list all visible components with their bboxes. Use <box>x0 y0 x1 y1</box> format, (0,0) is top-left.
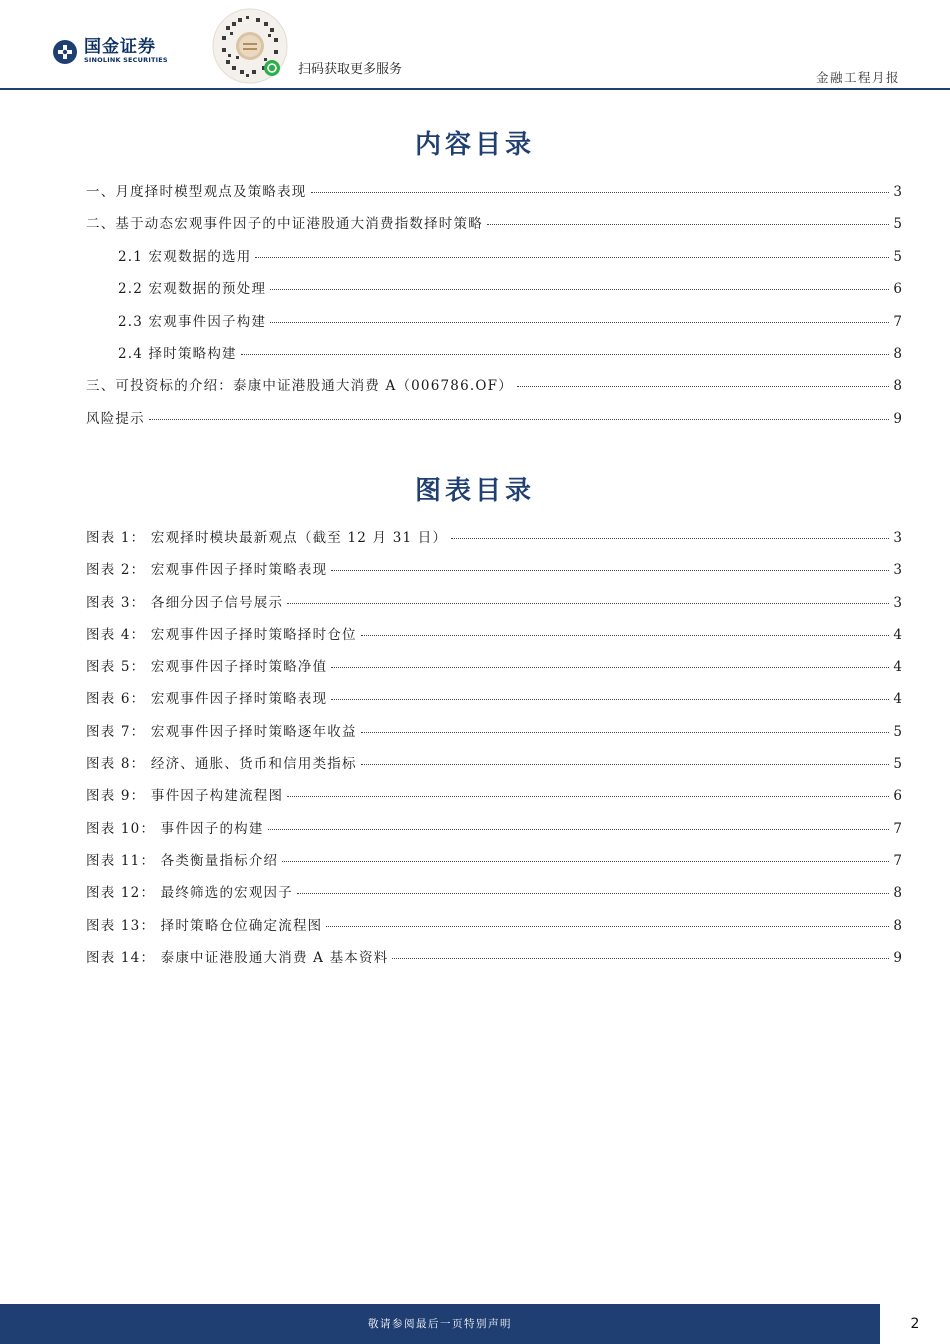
figure-entry[interactable] <box>86 752 902 784</box>
company-logo <box>52 38 168 65</box>
figure-entry[interactable] <box>86 720 902 752</box>
figure-entry-label: 图表 14： 泰康中证港股通大消费 A 基本资料 <box>86 949 389 966</box>
dot-leader <box>287 795 889 797</box>
header-divider <box>0 88 950 90</box>
toc-subentry[interactable] <box>86 342 902 374</box>
figure-entry[interactable] <box>86 946 902 978</box>
dot-leader <box>392 957 889 959</box>
figure-entry-label: 图表 7： 宏观事件因子择时策略逐年收益 <box>86 723 357 740</box>
toc-entry-label: 一、月度择时模型观点及策略表现 <box>86 184 307 200</box>
footer-disclaimer: 敬请参阅最后一页特别声明 <box>0 1304 880 1344</box>
toc-entry-label: 2.4 择时策略构建 <box>118 345 237 362</box>
logo-text-en: SINOLINK SECURITIES <box>84 56 168 64</box>
toc-entry-label: 2.1 宏观数据的选用 <box>118 248 252 265</box>
figure-entry[interactable] <box>86 655 902 687</box>
dot-leader <box>270 288 889 290</box>
toc-entry-page: 7 <box>893 313 902 330</box>
figure-entry-label: 图表 13： 择时策略仓位确定流程图 <box>86 917 323 934</box>
figure-entry-label: 图表 5： 宏观事件因子择时策略净值 <box>86 659 328 676</box>
page-header <box>0 0 950 90</box>
dot-leader <box>270 321 889 323</box>
figure-entry-label: 图表 2： 宏观事件因子择时策略表现 <box>86 562 328 579</box>
dot-leader <box>311 191 890 193</box>
figure-entry-page: 9 <box>893 949 902 966</box>
toc-entry-label: 风险提示 <box>86 410 145 427</box>
dot-leader <box>331 569 889 571</box>
figure-entry-page: 4 <box>893 659 902 676</box>
figure-entry-label: 图表 1： 宏观择时模块最新观点（截至 12 月 31 日） <box>86 530 448 546</box>
figure-entry-page: 7 <box>893 852 902 869</box>
toc-entry[interactable] <box>86 180 902 212</box>
dot-leader <box>361 763 890 765</box>
page-footer <box>0 1304 950 1344</box>
figure-entry[interactable] <box>86 623 902 655</box>
figure-entry-page: 7 <box>893 820 902 837</box>
toc-entry-page: 5 <box>893 248 902 265</box>
dot-leader <box>331 698 889 700</box>
dot-leader <box>268 828 890 830</box>
dot-leader <box>241 353 890 355</box>
logo-icon <box>52 39 78 65</box>
toc-entry[interactable] <box>86 407 902 439</box>
figure-entry-page: 4 <box>893 691 902 708</box>
figure-entry-label: 图表 3： 各细分因子信号展示 <box>86 594 284 611</box>
dot-leader <box>331 666 889 668</box>
figures-list <box>86 526 902 978</box>
figures-title: 图表目录 <box>414 476 535 506</box>
toc-entry-page: 6 <box>893 281 902 298</box>
figure-entry-page: 3 <box>893 562 902 579</box>
page-number: 2 <box>910 1316 920 1332</box>
figure-entry[interactable] <box>86 526 902 558</box>
dot-leader <box>517 385 890 387</box>
dot-leader <box>361 634 890 636</box>
qr-code-icon <box>212 8 288 84</box>
toc-entry-label: 2.3 宏观事件因子构建 <box>118 313 267 330</box>
figure-entry[interactable] <box>86 914 902 946</box>
figure-entry-page: 4 <box>893 626 902 643</box>
toc-entry-page: 8 <box>893 345 902 362</box>
figure-entry[interactable] <box>86 558 902 590</box>
dot-leader <box>451 537 889 539</box>
dot-leader <box>287 602 889 604</box>
toc-entry[interactable] <box>86 374 902 406</box>
toc-entry-page: 8 <box>893 378 902 395</box>
toc-title: 内容目录 <box>414 130 535 160</box>
toc-entry-page: 5 <box>893 216 902 233</box>
toc-list <box>86 180 902 439</box>
dot-leader <box>487 223 890 225</box>
figure-entry-label: 图表 4： 宏观事件因子择时策略择时仓位 <box>86 626 357 643</box>
figure-entry[interactable] <box>86 817 902 849</box>
toc-entry-label: 2.2 宏观数据的预处理 <box>118 281 267 298</box>
figure-entry-label: 图表 6： 宏观事件因子择时策略表现 <box>86 691 328 708</box>
figure-entry[interactable] <box>86 849 902 881</box>
figure-entry[interactable] <box>86 784 902 816</box>
figure-entry-page: 3 <box>893 530 902 546</box>
dot-leader <box>149 418 890 420</box>
dot-leader <box>297 892 889 894</box>
qr-caption: 扫码获取更多服务 <box>298 62 403 77</box>
figure-entry-label: 图表 10： 事件因子的构建 <box>86 820 264 837</box>
figure-entry-page: 8 <box>893 917 902 934</box>
figure-entry-page: 5 <box>893 723 902 740</box>
toc-subentry[interactable] <box>86 310 902 342</box>
dot-leader <box>255 256 889 258</box>
figure-entry-label: 图表 9： 事件因子构建流程图 <box>86 788 284 805</box>
figure-entry-label: 图表 8： 经济、通胀、货币和信用类指标 <box>86 756 357 773</box>
figure-entry-label: 图表 12： 最终筛选的宏观因子 <box>86 885 293 902</box>
dot-leader <box>326 925 889 927</box>
figure-entry-page: 5 <box>893 756 902 773</box>
toc-subentry[interactable] <box>86 245 902 277</box>
toc-entry-page: 3 <box>893 184 902 200</box>
figure-entry[interactable] <box>86 591 902 623</box>
toc-subentry[interactable] <box>86 277 902 309</box>
toc-entry-label: 二、基于动态宏观事件因子的中证港股通大消费指数择时策略 <box>86 216 483 233</box>
figure-entry-page: 6 <box>893 788 902 805</box>
dot-leader <box>282 860 889 862</box>
figure-entry-label: 图表 11： 各类衡量指标介绍 <box>86 852 279 869</box>
figure-entry-page: 3 <box>893 594 902 611</box>
logo-text-cn: 国金证券 <box>84 37 156 57</box>
report-type: 金融工程月报 <box>815 70 900 85</box>
figure-entry[interactable] <box>86 687 902 719</box>
toc-entry-label: 三、可投资标的介绍：泰康中证港股通大消费 A（006786.OF） <box>86 378 513 395</box>
toc-entry-page: 9 <box>893 410 902 427</box>
toc-entry[interactable] <box>86 212 902 244</box>
dot-leader <box>361 731 890 733</box>
figure-entry[interactable] <box>86 881 902 913</box>
figure-entry-page: 8 <box>893 885 902 902</box>
